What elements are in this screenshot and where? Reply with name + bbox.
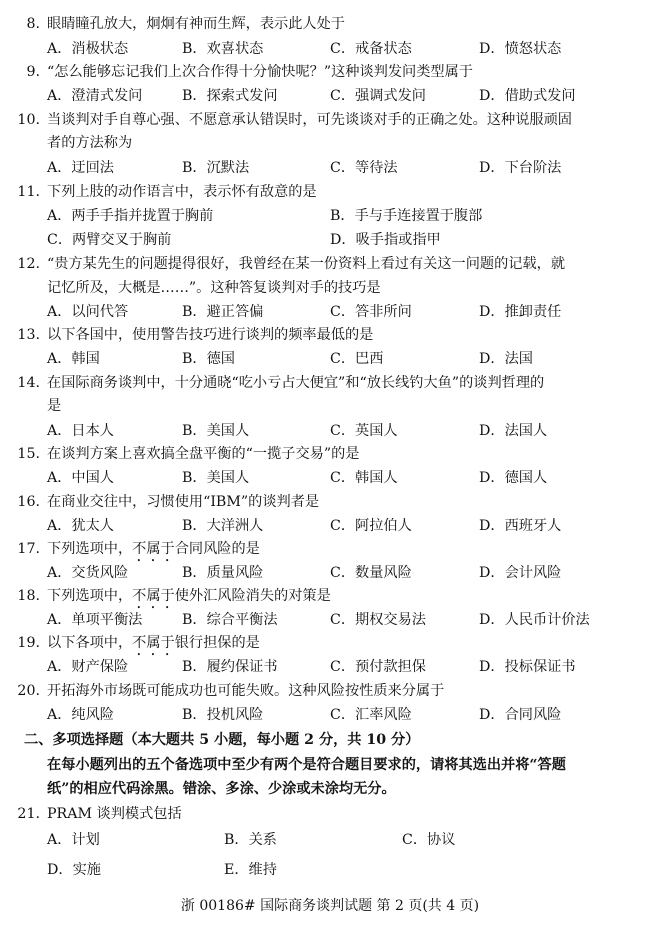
question-text-part: 以下各项中， bbox=[47, 635, 133, 651]
question-number: 11. bbox=[17, 184, 40, 200]
option-a: A．中国人 bbox=[47, 470, 114, 486]
option-d: D．投标保证书 bbox=[479, 659, 576, 675]
option-b: B．沉默法 bbox=[182, 160, 250, 176]
question-text-continued: 者的方法称为 bbox=[47, 135, 133, 151]
option-a: A．澄清式发问 bbox=[47, 88, 143, 104]
question-number: 12. bbox=[17, 256, 40, 272]
option-d: D．借助式发问 bbox=[479, 88, 576, 104]
option-c: C．汇率风险 bbox=[330, 707, 412, 723]
option-c: C．阿拉伯人 bbox=[330, 518, 412, 534]
question-text: 当谈判对手自尊心强、不愿意承认错误时，可先谈谈对手的正确之处。这种说服顽固 bbox=[47, 112, 572, 128]
question-text: “怎么能够忘记我们上次合作得十分愉快呢？”这种谈判发问类型属于 bbox=[47, 64, 473, 80]
question-text-part: 下列选项中， bbox=[47, 588, 133, 604]
option-c: C．预付款担保 bbox=[330, 659, 426, 675]
option-c: C．戒备状态 bbox=[330, 41, 412, 57]
question-text: 下列上肢的动作语言中，表示怀有敌意的是 bbox=[47, 184, 317, 200]
question-number: 9. bbox=[26, 64, 40, 80]
question-text-part: 使外汇风险消失的对策是 bbox=[174, 588, 331, 604]
question-text: 以下各国中，使用警告技巧进行谈判的频率最低的是 bbox=[47, 327, 374, 343]
option-c: C．巴西 bbox=[330, 351, 384, 367]
question-text: 在商业交往中，习惯使用“IBM”的谈判者是 bbox=[47, 494, 320, 510]
question-number: 16. bbox=[17, 494, 40, 510]
option-c: C．答非所问 bbox=[330, 304, 412, 320]
option-c: C．协议 bbox=[402, 832, 456, 848]
option-a: A．单项平衡法 bbox=[47, 612, 143, 628]
option-a: A．纯风险 bbox=[47, 707, 114, 723]
option-c: C．强调式发问 bbox=[330, 88, 426, 104]
option-c: C．韩国人 bbox=[330, 470, 398, 486]
option-a: A．迂回法 bbox=[47, 160, 114, 176]
option-e: E．维持 bbox=[224, 862, 277, 878]
question-number: 13. bbox=[17, 327, 40, 343]
question-number: 8. bbox=[26, 16, 40, 32]
option-c: C．期权交易法 bbox=[330, 612, 426, 628]
option-b: B．履约保证书 bbox=[182, 659, 278, 675]
question-text-continued: 是 bbox=[47, 398, 62, 414]
option-d: D．西班牙人 bbox=[479, 518, 562, 534]
option-a: A．交货风险 bbox=[47, 565, 129, 581]
option-b: B．德国 bbox=[182, 351, 235, 367]
question-text: 眼睛瞳孔放大，炯炯有神而生辉，表示此人处于 bbox=[47, 16, 345, 32]
option-d: D．法国 bbox=[479, 351, 533, 367]
question-text: 在国际商务谈判中，十分通晓“吃小亏占大便宜”和“放长线钓大鱼”的谈判哲理的 bbox=[47, 375, 545, 391]
option-d: D．人民币计价法 bbox=[479, 612, 590, 628]
option-a: A．日本人 bbox=[47, 423, 114, 439]
question-number: 21. bbox=[17, 806, 40, 822]
option-b: B．投机风险 bbox=[182, 707, 264, 723]
option-b: B．美国人 bbox=[182, 423, 250, 439]
option-b: B．质量风险 bbox=[182, 565, 264, 581]
option-b: B．欢喜状态 bbox=[182, 41, 264, 57]
option-d: D．愤怒状态 bbox=[479, 41, 562, 57]
question-text-part: 银行担保的是 bbox=[174, 635, 260, 651]
option-b: B．关系 bbox=[224, 832, 277, 848]
section-heading: 二、多项选择题（本大题共 5 小题，每小题 2 分，共 10 分） bbox=[24, 732, 420, 748]
question-number: 15. bbox=[17, 446, 40, 462]
option-a: A．犹太人 bbox=[47, 518, 114, 534]
option-b: B．美国人 bbox=[182, 470, 250, 486]
question-number: 19. bbox=[17, 635, 40, 651]
option-a: A．以问代答 bbox=[47, 304, 129, 320]
page-footer: 浙 00186# 国际商务谈判试题 第 2 页(共 4 页) bbox=[180, 898, 480, 914]
question-text: “贵方某先生的问题提得很好，我曾经在某一份资料上看过有关这一问题的记载，就 bbox=[47, 256, 566, 272]
question-text-part: 下列选项中， bbox=[47, 541, 133, 557]
emphasis-text: 不属于 bbox=[132, 588, 175, 604]
option-b: B．手与手连接置于腹部 bbox=[330, 208, 483, 224]
question-text: PRAM 谈判模式包括 bbox=[47, 806, 182, 822]
option-a: A．财产保险 bbox=[47, 659, 129, 675]
option-d: D．德国人 bbox=[479, 470, 548, 486]
question-text-part: 合同风险的是 bbox=[174, 541, 260, 557]
question-text-continued: 记忆所及，大概是……”。这种答复谈判对手的技巧是 bbox=[47, 280, 381, 296]
question-text: 在谈判方案上喜欢搞全盘平衡的“一揽子交易”的是 bbox=[47, 446, 360, 462]
section-instructions-line1: 在每小题列出的五个备选项中至少有两个是符合题目要求的，请将其选出并将“答题 bbox=[47, 757, 566, 773]
option-c: C．两臂交叉于胸前 bbox=[47, 232, 172, 248]
question-text bbox=[47, 539, 260, 565]
question-number: 17. bbox=[17, 541, 40, 557]
option-b: B．大洋洲人 bbox=[182, 518, 264, 534]
question-number: 14. bbox=[17, 375, 40, 391]
option-d: D．合同风险 bbox=[479, 707, 562, 723]
option-a: A．计划 bbox=[47, 832, 100, 848]
option-d: D．实施 bbox=[47, 862, 101, 878]
option-d: D．吸手指或指甲 bbox=[330, 232, 441, 248]
option-d: D．法国人 bbox=[479, 423, 548, 439]
question-number: 10. bbox=[17, 112, 40, 128]
option-b: B．避正答偏 bbox=[182, 304, 264, 320]
option-b: B．综合平衡法 bbox=[182, 612, 278, 628]
question-text bbox=[47, 633, 260, 659]
option-a: A．韩国 bbox=[47, 351, 100, 367]
question-number: 20. bbox=[17, 683, 40, 699]
option-a: A．两手手指并拢置于胸前 bbox=[47, 208, 214, 224]
option-a: A．消极状态 bbox=[47, 41, 129, 57]
option-d: D．下台阶法 bbox=[479, 160, 562, 176]
option-b: B．探索式发问 bbox=[182, 88, 278, 104]
question-text bbox=[47, 586, 331, 612]
emphasis-text: 不属于 bbox=[132, 635, 175, 651]
option-c: C．等待法 bbox=[330, 160, 398, 176]
emphasis-text: 不属于 bbox=[132, 541, 175, 557]
option-c: C．数量风险 bbox=[330, 565, 412, 581]
section-instructions-line2: 纸”的相应代码涂黑。错涂、多涂、少涂或未涂均无分。 bbox=[47, 781, 396, 797]
option-c: C．英国人 bbox=[330, 423, 398, 439]
question-number: 18. bbox=[17, 588, 40, 604]
option-d: D．推卸责任 bbox=[479, 304, 562, 320]
option-d: D．会计风险 bbox=[479, 565, 562, 581]
question-text: 开拓海外市场既可能成功也可能失败。这种风险按性质来分属于 bbox=[47, 683, 445, 699]
